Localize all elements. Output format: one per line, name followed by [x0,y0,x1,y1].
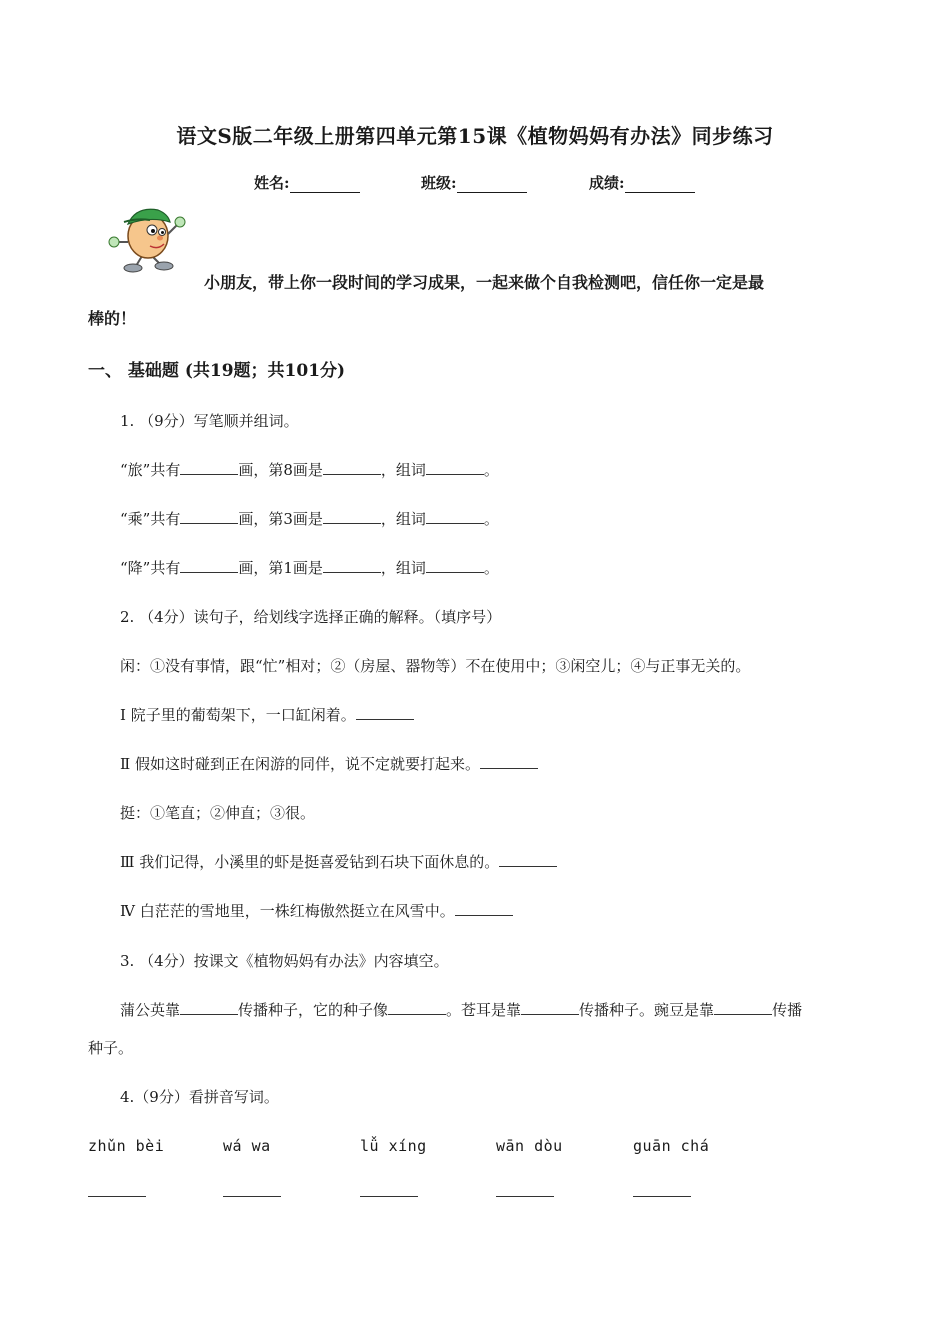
q2-sentence-1-text: Ⅰ 院子里的葡萄架下，一口缸闲着。 [120,706,356,724]
answer-blank[interactable] [480,754,538,769]
class-field [421,172,527,193]
q1-row-2-text-b: 画，第3画是 [238,510,323,528]
score-label: 成绩: [589,174,625,192]
q1-row-3-text-b: 画，第1画是 [238,559,323,577]
pinyin-answer-blank-2[interactable] [223,1196,281,1197]
q2-sentence-4-text: Ⅳ 白茫茫的雪地里，一株红梅傲然挺立在风雪中。 [120,902,455,920]
q2-ting-definitions: 挺：①笔直；②伸直；③很。 [120,804,316,822]
q2-stem: 2. （4分）读句子，给划线字选择正确的解释。（填序号） [120,608,502,626]
pinyin-answer-blank-5[interactable] [633,1196,691,1197]
answer-blank[interactable] [356,705,414,720]
pinyin-5: guān chá [633,1137,710,1155]
answer-blank[interactable] [499,852,557,867]
answer-blank[interactable] [323,558,381,573]
answer-blank[interactable] [323,509,381,524]
answer-blank[interactable] [180,460,238,475]
q4-stem: 4.（9分）看拼音写词。 [120,1088,279,1106]
page-title: 语文S版二年级上册第四单元第15课《植物妈妈有办法》同步练习 [176,124,774,148]
answer-blank[interactable] [180,509,238,524]
q1-row-2-text-c: ，组词 [380,510,426,528]
q3-text-4: 传播种子。豌豆是靠 [579,1001,715,1019]
score-blank[interactable] [625,178,695,193]
q2-sentence-3-text: Ⅲ 我们记得，小溪里的虾是挺喜爱钻到石块下面休息的。 [120,853,500,871]
pinyin-answer-blank-4[interactable] [496,1196,554,1197]
q1-row-3-text-c: ，组词 [380,559,426,577]
q3-text-2: 传播种子，它的种子像 [238,1001,389,1019]
answer-blank[interactable] [426,460,484,475]
name-field [254,172,360,193]
pinyin-1: zhǔn bèi [88,1137,165,1155]
score-field [589,172,695,193]
answer-blank[interactable] [714,1000,772,1015]
q1-row-3-text-d: 。 [483,559,499,577]
intro-line-1: 小朋友，带上你一段时间的学习成果，一起来做个自我检测吧，信任你一定是最 [204,273,765,292]
q3-fill-line-2: 种子。 [88,1039,134,1057]
q2-sentence-1 [120,704,414,725]
q1-row-2 [120,508,499,529]
q3-text-1: 蒲公英靠 [120,1001,181,1019]
pinyin-2: wá wa [223,1137,271,1155]
q1-row-3-text-a: “降”共有 [120,559,181,577]
q1-row-1 [120,459,499,480]
q1-row-1-text-a: “旅”共有 [120,461,181,479]
q1-row-1-text-b: 画，第8画是 [238,461,323,479]
q2-sentence-2 [120,753,538,774]
pinyin-3: lǚ xíng [360,1137,427,1155]
q3-text-3: 。苍耳是靠 [446,1001,522,1019]
q1-row-1-text-c: ，组词 [380,461,426,479]
pinyin-4: wān dòu [496,1137,563,1155]
mascot-illustration [106,200,192,274]
q1-row-2-text-d: 。 [483,510,499,528]
q1-row-3 [120,557,499,578]
answer-blank[interactable] [455,901,513,916]
q1-row-1-text-d: 。 [483,461,499,479]
q1-row-2-text-a: “乘”共有 [120,510,181,528]
answer-blank[interactable] [180,1000,238,1015]
q2-sentence-4 [120,900,513,921]
q3-stem: 3. （4分）按课文《植物妈妈有办法》内容填空。 [120,952,449,970]
answer-blank[interactable] [426,558,484,573]
answer-blank[interactable] [388,1000,446,1015]
q2-sentence-3 [120,851,557,872]
class-label: 班级: [421,174,457,192]
q3-fill-line [120,999,802,1020]
answer-blank[interactable] [521,1000,579,1015]
name-label: 姓名: [254,174,290,192]
pinyin-answer-blank-3[interactable] [360,1196,418,1197]
pinyin-answer-blank-1[interactable] [88,1196,146,1197]
name-blank[interactable] [290,178,360,193]
answer-blank[interactable] [426,509,484,524]
intro-line-2: 棒的！ [88,309,137,328]
answer-blank[interactable] [180,558,238,573]
answer-blank[interactable] [323,460,381,475]
q2-xian-definitions: 闲：①没有事情，跟“忙”相对；②（房屋、器物等）不在使用中；③闲空儿；④与正事无关的。 [120,657,751,675]
class-blank[interactable] [457,178,527,193]
q1-stem: 1. （9分）写笔顺并组词。 [120,412,299,430]
q2-sentence-2-text: Ⅱ 假如这时碰到正在闲游的同伴，说不定就要打起来。 [120,755,480,773]
section-heading: 一、 基础题 (共19题；共101分) [88,361,346,381]
q3-text-5: 传播 [772,1001,803,1019]
